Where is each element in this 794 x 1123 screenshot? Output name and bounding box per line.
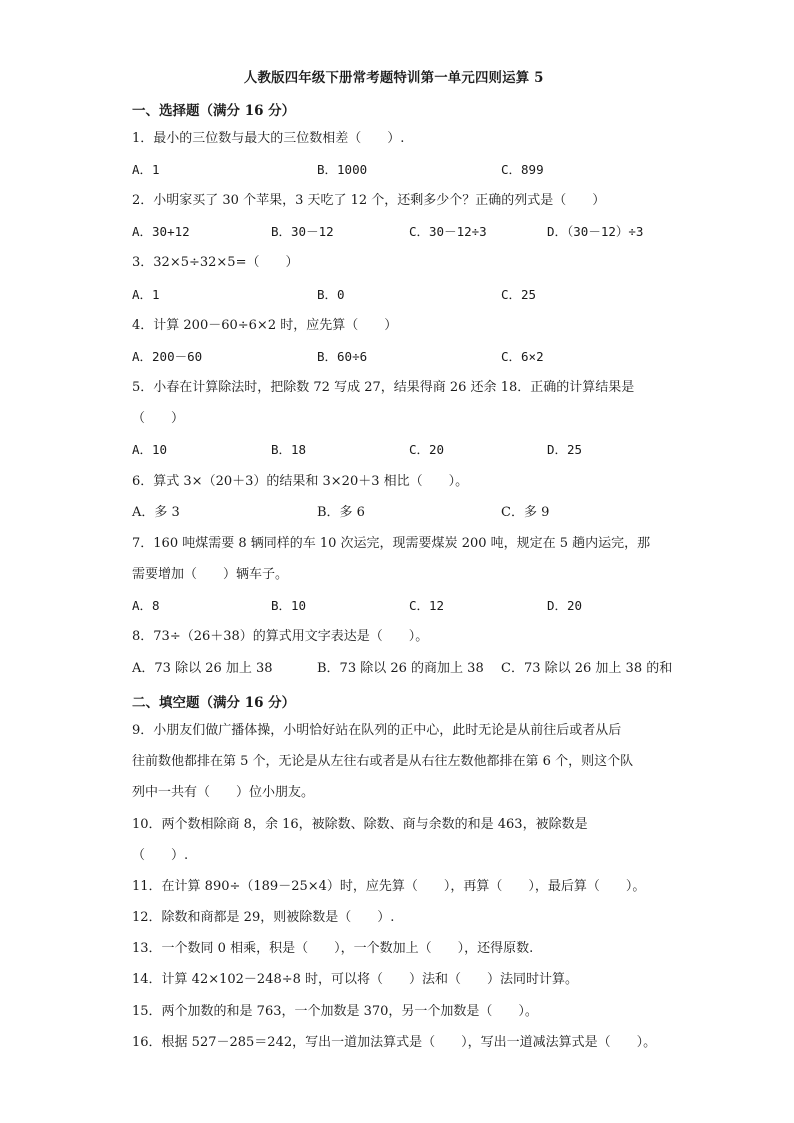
q4-option-a: A．200－60 [132, 349, 203, 364]
question-4: 4．计算 200－60÷6×2 时，应先算（ ） [132, 318, 398, 333]
q2-option-d: D．（30－12）÷3 [547, 224, 644, 239]
question-8: 8．73÷（26＋38）的算式用文字表达是（ ）。 [132, 629, 429, 644]
q7-option-a: A．8 [132, 598, 160, 613]
question-12: 12．除数和商都是 29，则被除数是（ ）. [132, 910, 395, 925]
question-7-line-1: 7．160 吨煤需要 8 辆同样的车 10 次运完，现需要煤炭 200 吨，规定在 5 趟内运完，那 [132, 536, 651, 551]
q8-option-b: B．73 除以 26 的商加上 38 [317, 661, 484, 676]
q4-option-c: C．6×2 [501, 349, 544, 364]
q2-option-c: C．30－12÷3 [409, 224, 487, 239]
q5-option-d: D．25 [547, 442, 583, 457]
q7-option-d: D．20 [547, 598, 583, 613]
question-3: 3．32×5÷32×5=（ ） [132, 255, 299, 270]
q1-option-a: A．1 [132, 162, 160, 177]
q3-option-b: B．0 [317, 287, 345, 302]
q6-option-a: A．多 3 [132, 505, 180, 520]
q1-option-b: B．1000 [317, 162, 368, 177]
q1-option-c: C．899 [501, 162, 544, 177]
question-6: 6．算式 3×（20＋3）的结果和 3×20＋3 相比（ ）。 [132, 474, 469, 489]
question-15: 15．两个加数的和是 763，一个加数是 370，另一个加数是（ ）。 [132, 1004, 538, 1019]
q8-option-c: C．73 除以 26 加上 38 的和 [501, 661, 673, 676]
question-10-line-2: （ ）. [132, 848, 189, 863]
q5-option-b: B．18 [271, 442, 307, 457]
question-14: 14．计算 42×102－248÷8 时，可以将（ ）法和（ ）法同时计算。 [132, 972, 579, 987]
section-fill-heading: 二、填空题（满分 16 分） [132, 695, 296, 711]
question-1: 1．最小的三位数与最大的三位数相差（ ）. [132, 131, 405, 146]
question-9-line-1: 9．小朋友们做广播体操，小明恰好站在队列的正中心，此时无论是从前往后或者从后 [132, 723, 622, 738]
q3-option-a: A．1 [132, 287, 160, 302]
section-choice-heading: 一、选择题（满分 16 分） [132, 103, 296, 119]
q4-option-b: B．60÷6 [317, 349, 368, 364]
q7-option-c: C．12 [409, 598, 445, 613]
q5-option-c: C．20 [409, 442, 445, 457]
question-11: 11．在计算 890÷（189－25×4）时，应先算（ ），再算（ ），最后算（ ）。 [132, 879, 646, 894]
q6-option-b: B．多 6 [317, 505, 365, 520]
question-7-line-2: 需要增加（ ）辆车子。 [132, 567, 289, 582]
q3-option-c: C．25 [501, 287, 537, 302]
question-2: 2．小明家买了 30 个苹果，3 天吃了 12 个，还剩多少个？正确的列式是（ ） [132, 193, 606, 208]
question-9-line-3: 列中一共有（ ）位小朋友。 [132, 785, 315, 800]
q6-option-c: C．多 9 [501, 505, 550, 520]
question-9-line-2: 往前数他都排在第 5 个，无论是从左往右或者是从右往左数他都排在第 6 个，则这个队 [132, 754, 634, 769]
q2-option-b: B．30－12 [271, 224, 334, 239]
q2-option-a: A．30+12 [132, 224, 190, 239]
question-16: 16．根据 527－285＝242，写出一道加法算式是（ ），写出一道减法算式是（ ）。 [132, 1035, 657, 1050]
question-10-line-1: 10．两个数相除商 8，余 16，被除数、除数、商与余数的和是 463，被除数是 [132, 817, 588, 832]
page-title: 人教版四年级下册常考题特训第一单元四则运算 5 [243, 70, 544, 86]
q5-option-a: A．10 [132, 442, 168, 457]
q8-option-a: A．73 除以 26 加上 38 [132, 661, 273, 676]
question-13: 13．一个数同 0 相乘，积是（ ），一个数加上（ ），还得原数. [132, 941, 534, 956]
question-5-line-1: 5．小春在计算除法时，把除数 72 写成 27，结果得商 26 还余 18．正确的计算结果是 [132, 380, 635, 395]
q7-option-b: B．10 [271, 598, 307, 613]
question-5-line-2: （ ） [132, 411, 185, 426]
